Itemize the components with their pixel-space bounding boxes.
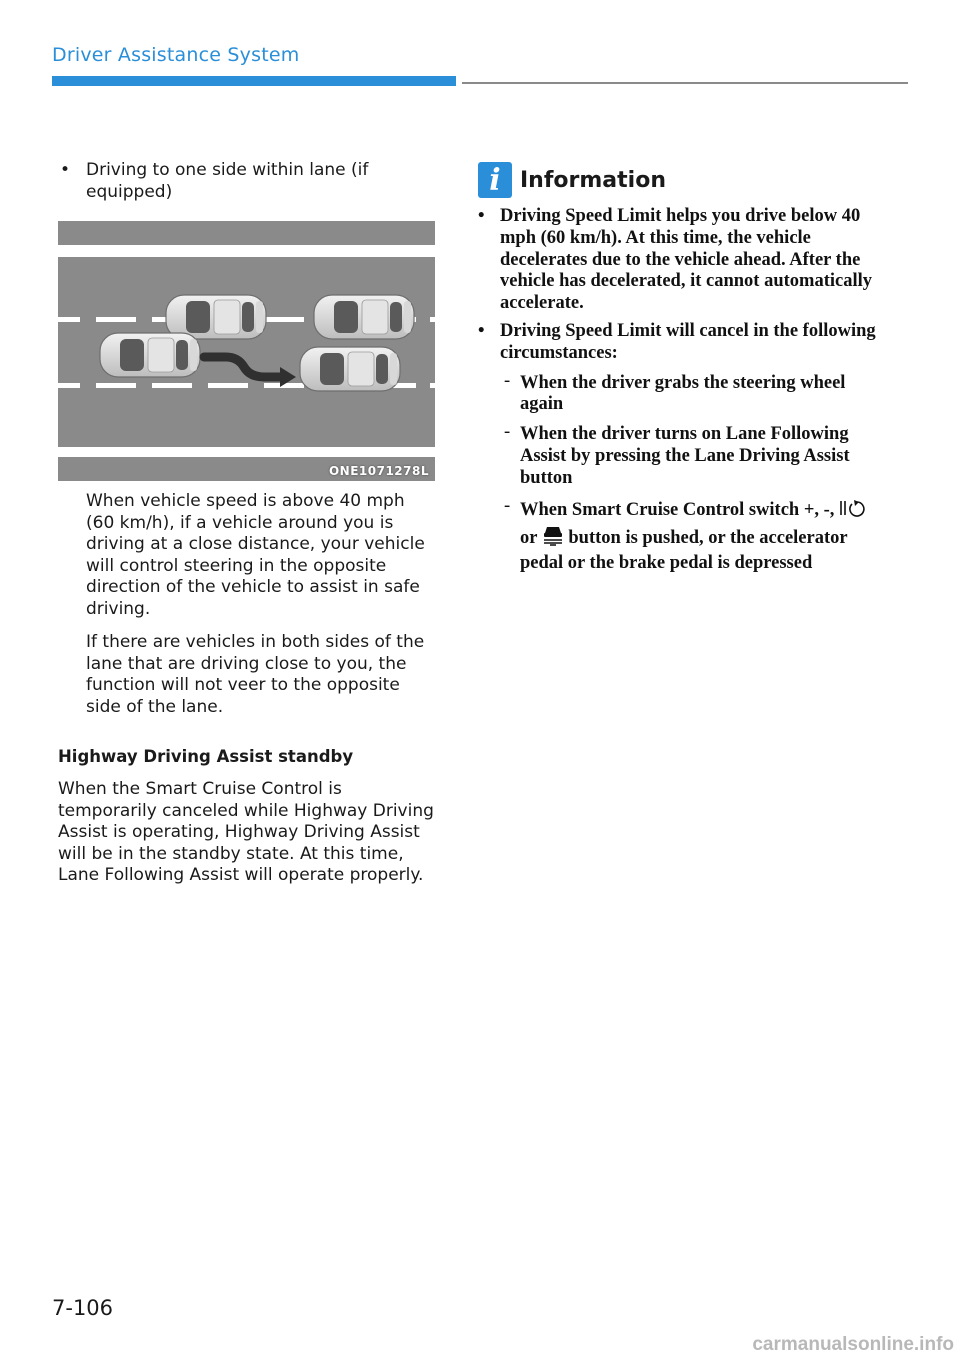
car-ahead-left <box>166 295 266 339</box>
bullet-item <box>58 160 438 203</box>
left-column <box>58 160 438 887</box>
header-title: Driver Assistance System <box>52 44 300 66</box>
page-number: 7-106 <box>52 1296 114 1320</box>
info-title: Information <box>520 167 666 193</box>
sub-item-text-b: button is pushed, or the accelerator pedal or the brake pedal is depressed <box>520 528 848 574</box>
info-list <box>478 206 878 575</box>
sub-item-text-a: When Smart Cruise Control switch +, -, <box>520 499 835 520</box>
sub-item-text: When the driver grabs the steering wheel again <box>520 372 846 415</box>
header-bar-rule <box>462 82 908 84</box>
pause-resume-icon <box>839 498 865 525</box>
distance-icon <box>542 524 564 553</box>
car-ahead-right <box>314 295 414 339</box>
car-own <box>300 347 400 391</box>
info-item <box>478 206 878 315</box>
bullet-dot: • <box>60 160 71 180</box>
information-box <box>478 160 878 575</box>
bullet-dot: • <box>478 206 485 226</box>
sub-item-or: or <box>520 528 538 549</box>
info-item-text: Driving Speed Limit helps you drive below 40 mph (60 km/h). At this time, the vehicle decelerates due to the vehicle ahead. After the vehicle has decelerated, it cannot automatically accelerate. <box>500 206 872 314</box>
info-icon: i <box>478 162 512 198</box>
info-item-text: Driving Speed Limit will cancel in the following circumstances: <box>500 320 876 363</box>
bullet-text: Driving to one side within lane (if equipped) <box>86 160 369 202</box>
sub-item: - When Smart Cruise Control switch +, -, or button is pushed, or the accelerator pedal or the brake pedal is depressed <box>500 498 878 575</box>
paragraph: When vehicle speed is above 40 mph (60 km/h), if a vehicle around you is driving at a close distance, your vehicle will control steering in the opposite direction of the vehicle to assist in safe driving. <box>86 491 425 619</box>
car-adjacent <box>100 333 200 377</box>
lane-diagram-figure <box>58 221 435 481</box>
bullet-dot: • <box>478 320 485 341</box>
top-divider <box>58 245 435 257</box>
section-heading: Highway Driving Assist standby <box>58 747 354 766</box>
sub-item: - When the driver grabs the steering wheel again <box>504 370 846 415</box>
watermark: carmanualsonline.info <box>752 1334 954 1355</box>
paragraph: If there are vehicles in both sides of the lane that are driving close to you, the function will not veer to the opposite side of the lane. <box>86 632 425 717</box>
section-body: When the Smart Cruise Control is temporarily canceled while Highway Driving Assist is operating, Highway Driving Assist will be in the standby state. At this time, Lane Following Assist will operate properly. <box>58 779 434 885</box>
figure-code: ONE1071278L <box>328 464 429 478</box>
info-item <box>478 321 878 575</box>
info-header <box>478 160 878 200</box>
header-bar-accent <box>52 76 456 86</box>
lane-diagram <box>58 221 435 481</box>
bottom-divider <box>58 447 435 457</box>
sub-item: - When the driver turns on Lane Following Assist by pressing the Lane Driving Assist button <box>504 422 850 488</box>
sub-list <box>500 370 878 575</box>
sub-item-text: When the driver turns on Lane Following Assist by pressing the Lane Driving Assist button <box>520 424 850 488</box>
